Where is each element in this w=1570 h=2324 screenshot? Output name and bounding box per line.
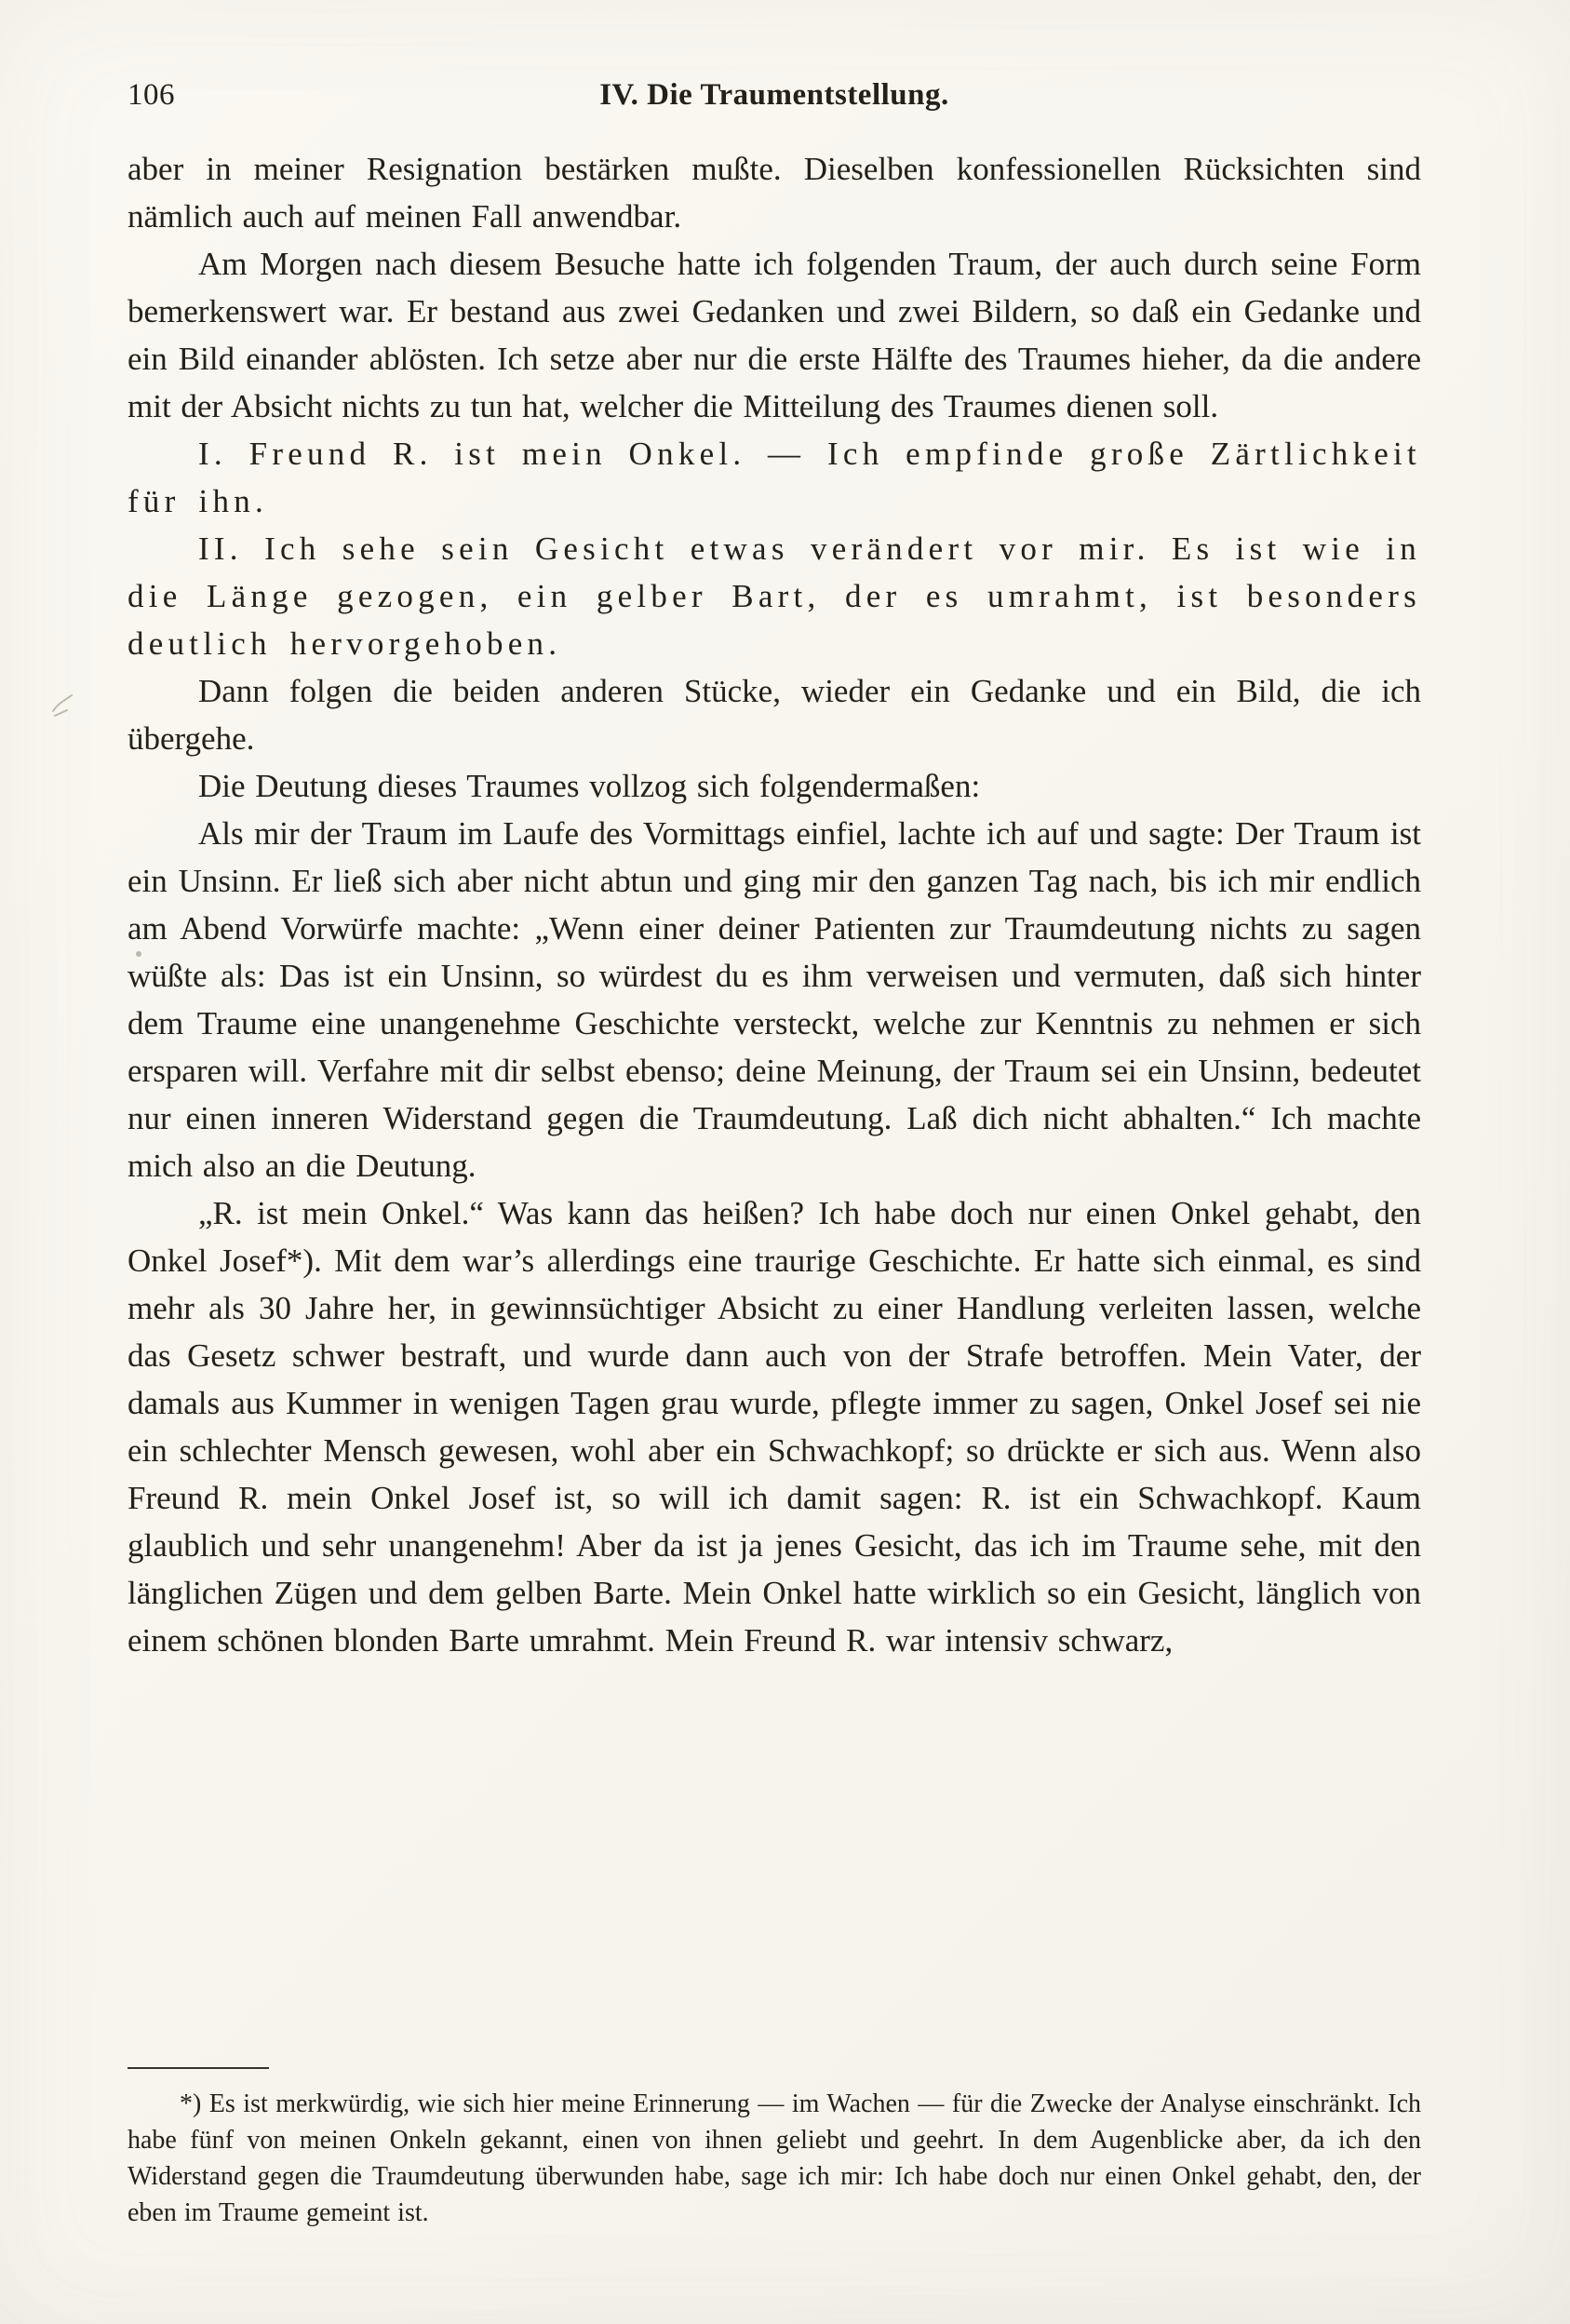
scan-speck [136, 951, 141, 957]
dream-image-2-paragraph: II. Ich sehe sein Gesicht etwas verändert vor mir. Es ist wie in die Länge gezogen, ein gelber Bart, der es umrahmt, ist besonders deutlich hervorgehoben. [127, 531, 1421, 662]
body-paragraph: Dann folgen die beiden anderen Stücke, wieder ein Gedanke und ein Bild, die ich übergehe. [127, 673, 1421, 757]
footnote-divider [127, 2067, 269, 2069]
page-header [127, 76, 1421, 114]
body-paragraph: aber in meiner Resignation bestärken mußte. Dieselben konfessionellen Rücksichten sind nämlich auch auf meinen Fall anwendbar. [127, 151, 1421, 235]
body-paragraph: Als mir der Traum im Laufe des Vormittags einfiel, lachte ich auf und sagte: Der Traum ist ein Unsinn. Er ließ sich aber nicht abtun und ging mir den ganzen Tag nach, bis ich mir endlich am Abend Vorwürfe machte: „Wenn einer deiner Patienten zur Traumdeutung nichts zu sagen wüßte als: Das ist ein Unsinn, so würdest du es ihm verweisen und vermuten, daß sich hinter dem Traume eine unangenehme Geschichte versteckt, welche zur Kenntnis zu nehmen er sich ersparen will. Verfahre mit dir selbst ebenso; deine Meinung, der Traum sei ein Unsinn, bedeutet nur einen inneren Widerstand gegen die Traumdeutung. Laß dich nicht abhalten.“ Ich machte mich also an die Deutung. [127, 815, 1421, 1184]
body-text [127, 145, 1421, 1664]
body-paragraph: Die Deutung dieses Traumes vollzog sich folgendermaßen: [198, 768, 981, 804]
dream-thought-1-paragraph: I. Freund R. ist mein Onkel. — Ich empfinde große Zärtlichkeit für ihn. [127, 436, 1421, 519]
footnote-section [127, 2067, 1421, 2231]
page-number: 106 [127, 78, 175, 112]
running-title: IV. Die Traumentstellung. [599, 78, 949, 112]
footnote-text: *) Es ist merkwürdig, wie sich hier meine Erinnerung — im Wachen — für die Zwecke der Analyse einschränkt. Ich habe fünf von meinen Onkeln gekannt, einen von ihnen geliebt und geehrt. In dem Augenblicke aber, da ich den Widerstand gegen die Traumdeutung überwunden habe, sage ich mir: Ich habe doch nur einen Onkel gehabt, den, der eben im Traume gemeint ist. [127, 2089, 1421, 2227]
body-paragraph: Am Morgen nach diesem Besuche hatte ich folgenden Traum, der auch durch seine Form bemerkenswert war. Er bestand aus zwei Gedanken und zwei Bildern, so daß ein Gedanke und ein Bild einander ablösten. Ich setze aber nur die erste Hälfte des Traumes hieher, da die andere mit der Absicht nichts zu tun hat, welcher die Mitteilung des Traumes dienen soll. [127, 246, 1421, 424]
margin-pencil-mark [48, 691, 76, 725]
body-paragraph: „R. ist mein Onkel.“ Was kann das heißen? Ich habe doch nur einen Onkel gehabt, den Onkel Josef*). Mit dem war’s allerdings eine traurige Geschichte. Er hatte sich einmal, es sind mehr als 30 Jahre her, in gewinnsüchtiger Absicht zu einer Handlung verleiten lassen, welche das Gesetz schwer bestraft, und wurde dann auch von der Strafe betroffen. Mein Vater, der damals aus Kummer in wenigen Tagen grau wurde, pflegte immer zu sagen, Onkel Josef sei nie ein schlechter Mensch gewesen, wohl aber ein Schwachkopf; so drückte er sich aus. Wenn also Freund R. mein Onkel Josef ist, so will ich damit sagen: R. ist ein Schwachkopf. Kaum glaublich und sehr unangenehm! Aber da ist ja jenes Gesicht, das ich im Traume sehe, mit den länglichen Zügen und dem gelben Barte. Mein Onkel hatte wirklich so ein Gesicht, länglich von einem schönen blonden Barte umrahmt. Mein Freund R. war intensiv schwarz, [127, 1195, 1421, 1659]
